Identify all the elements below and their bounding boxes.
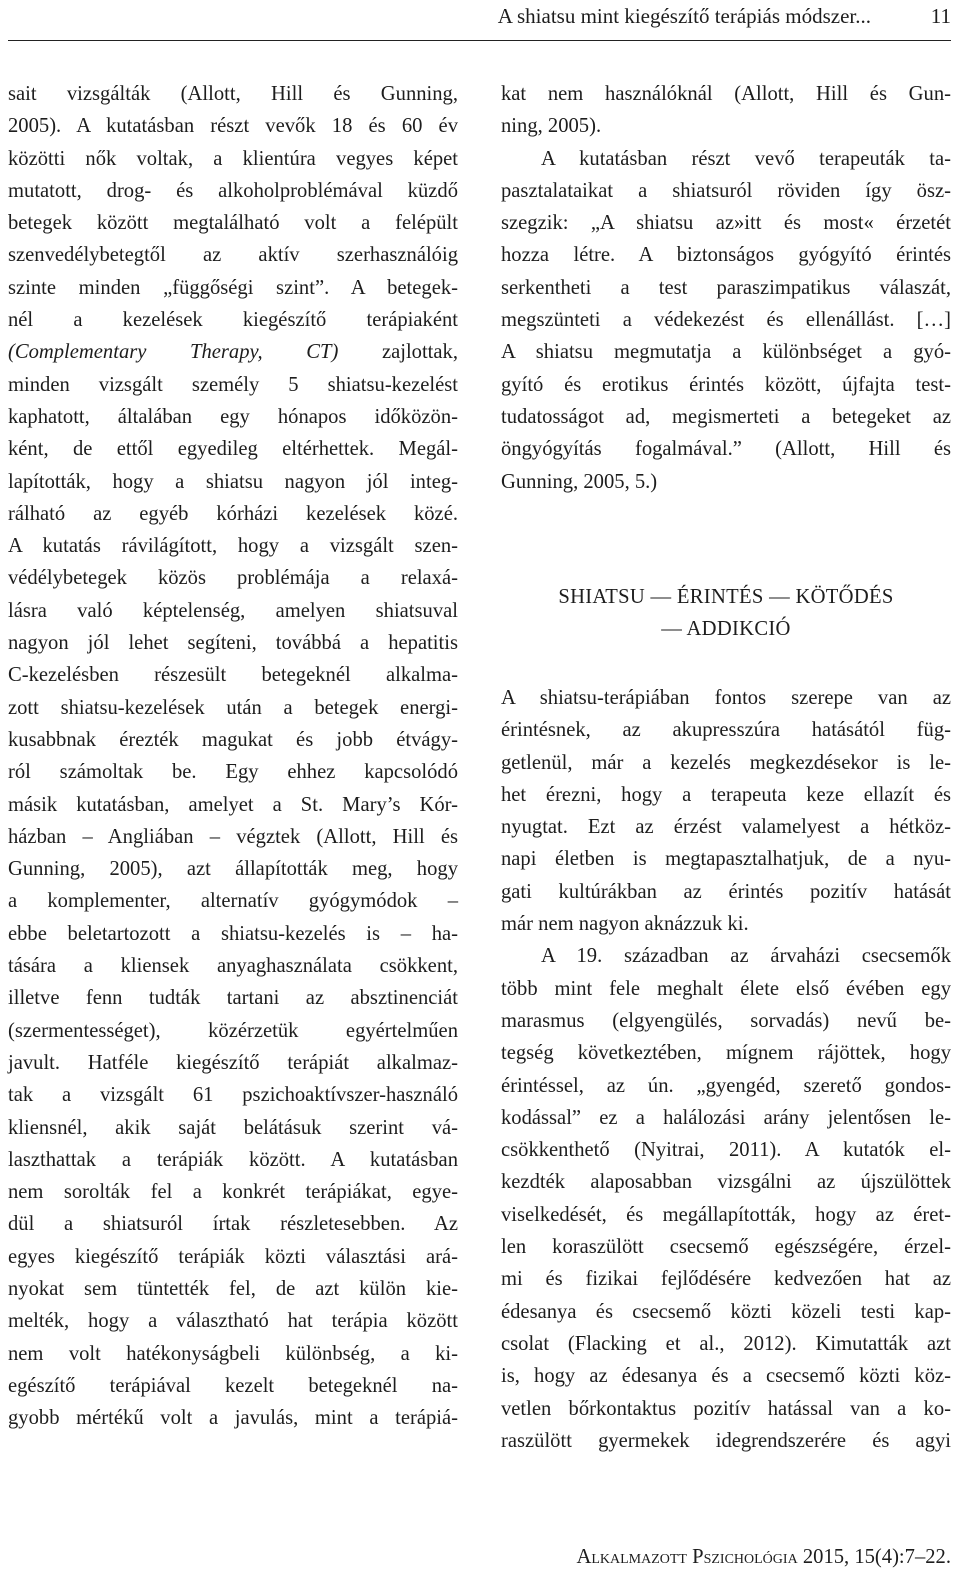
- journal-footer: [576, 1546, 951, 1569]
- text-line: A 19. században az árvaházi csecsemők: [541, 945, 951, 968]
- text-line: marasmus (elgyengülés, sorvadás) nevű be-: [501, 1009, 951, 1032]
- text-line: ebbe beletartozott a shiatsu-kezelés is – ha-: [8, 922, 458, 945]
- page-number: 11: [930, 4, 951, 28]
- text-line: kliensnél, akik saját belátásuk szerint vá-: [8, 1116, 458, 1139]
- text-line: kezdték alaposabban vizsgálni az újszülöttek: [501, 1171, 951, 1194]
- text-line: vetlen bőrkontaktus pozitív hatással van a ko-: [501, 1397, 951, 1420]
- text-line: gyító és erotikus érintés között, újfajta test-: [501, 373, 951, 396]
- text-line: házban – Angliában – végztek (Allott, Hill és: [8, 825, 458, 848]
- text-line: hozza létre. A biztonságos gyógyító érintés: [501, 244, 951, 267]
- text-line: A kutatásban részt vevő terapeuták ta-: [541, 147, 951, 170]
- text-line: napi életben is megtapasztalhatjuk, de a nyu-: [501, 848, 951, 871]
- text-line: minden vizsgált személy 5 shiatsu-kezelést: [8, 373, 458, 396]
- text-line: Gunning, 2005, 5.): [501, 470, 658, 493]
- text-line: betegek között megtalálható volt a felépült: [8, 212, 458, 235]
- text-line: már nem nagyon aknázzuk ki.: [501, 913, 749, 936]
- right-column-body: [501, 682, 951, 1457]
- text-line: érintésnek, az akupresszúra hatásától füg-: [501, 719, 951, 742]
- text-line: pasztalataikat a shiatsuról röviden így ösz-: [501, 179, 951, 202]
- text-line: édesanya és csecsemő közti közeli testi kap-: [501, 1300, 951, 1323]
- text-line: nem sorolták fel a konkrét terápiákat, egye-: [8, 1181, 458, 1204]
- text-line: zott shiatsu-kezelések után a betegek energi-: [8, 696, 458, 719]
- text-line: közötti nők voltak, a klientúra vegyes képet: [8, 147, 458, 170]
- text-line: Gunning, 2005), azt állapították meg, hogy: [8, 858, 458, 881]
- text-line: rálható az egyéb kórházi kezelések közé.: [8, 502, 458, 525]
- text-line: érintéssel, az ún. „gyengéd, szerető gondos-: [501, 1074, 951, 1097]
- text-line: lapították, hogy a shiatsu nagyon jól integ-: [8, 470, 458, 493]
- text-line: laszthattak a terápiák között. A kutatásban: [8, 1148, 458, 1171]
- running-header: [8, 0, 951, 41]
- text-line: nyokat sem tüntették fel, de azt külön kie-: [8, 1277, 458, 1300]
- text-line: nyugtat. Ezt az érzést valamelyest a hétköz-: [501, 816, 951, 839]
- text-line: len koraszülött csecsemő egészségére, érzel-: [501, 1236, 951, 1259]
- section-heading: [501, 582, 951, 647]
- text-line: másik kutatásban, amelyet a St. Mary’s Kór-: [8, 793, 458, 816]
- text-line: ning, 2005).: [501, 115, 602, 138]
- text-line: kaphatott, általában egy hónapos időközön-: [8, 405, 458, 428]
- text-line: het érezni, hogy a terapeuta keze ellazít és: [501, 783, 951, 806]
- text-line: ról számoltak be. Egy ehhez kapcsolódó: [8, 761, 458, 784]
- text-line: nél a kezelések kiegészítő terápiaként: [8, 309, 458, 332]
- text-line: szinte minden „függőségi szint”. A betegek-: [8, 276, 458, 299]
- text-line: (Complementary Therapy, CT) zajlottak,: [8, 341, 458, 364]
- text-line: védélybetegek közös problémája a relaxá-: [8, 567, 458, 590]
- text-line: kodással” ez a halálozási arány jelentősen le-: [501, 1106, 951, 1129]
- text-line: több mint fele meghalt élete első évében egy: [501, 977, 951, 1000]
- text-line: ként, de ettől egyedileg eltérhettek. Megál-: [8, 438, 458, 461]
- text-line: egyes kiegészítő terápiák közti választási ará-: [8, 1245, 458, 1268]
- text-line: dül a shiatsuról írtak részletesebben. Az: [8, 1213, 458, 1236]
- text-line: megszünteti a védekezést és ellenállást. […]: [501, 309, 951, 332]
- section-heading-line: — ADDIKCIÓ: [661, 618, 791, 641]
- running-title: A shiatsu mint kiegészítő terápiás módszer...: [497, 4, 871, 28]
- text-line: 2005). A kutatásban részt vevők 18 és 60 év: [8, 115, 458, 138]
- text-line: viselkedését, és megállapították, hogy az éret-: [501, 1203, 951, 1226]
- text-line: szenvedélybetegtől az aktív szerhasználóig: [8, 244, 458, 267]
- text-line: serkentheti a test paraszimpatikus válaszát,: [501, 276, 951, 299]
- section-heading-line: SHIATSU — ÉRINTÉS — KÖTŐDÉS: [558, 586, 894, 608]
- text-line: getlenül, már a kezelés megkezdésekor is le-: [501, 751, 951, 774]
- text-line: A shiatsu-terápiában fontos szerepe van az: [501, 687, 951, 709]
- text-line: illetve fenn tudták tartani az absztinenciát: [8, 987, 458, 1010]
- text-line: tására a kliensek anyaghasználata csökkent,: [8, 955, 458, 978]
- text-line: csökkenthető (Nyitrai, 2011). A kutatók el-: [501, 1139, 951, 1162]
- text-line: is, hogy az édesanya és a csecsemő közti köz-: [501, 1365, 951, 1388]
- text-line: a komplementer, alternatív gyógymódok –: [8, 890, 458, 913]
- text-line: tak a vizsgált 61 pszichoaktívszer-használó: [8, 1084, 458, 1107]
- journal-name: Alkalmazott Pszichológia: [576, 1546, 798, 1568]
- text-line: sait vizsgálták (Allott, Hill és Gunning,: [8, 83, 458, 105]
- text-line: A shiatsu megmutatja a különbséget a gyó-: [501, 341, 951, 364]
- text-line: csolat (Flacking et al., 2012). Kimutatták azt: [501, 1332, 951, 1355]
- journal-citation: 2015, 15(4):7–22.: [802, 1546, 951, 1568]
- text-line: C-kezelésben részesült betegeknél alkalma-: [8, 664, 458, 687]
- text-line: egészítő terápiával kezelt betegeknél na-: [8, 1374, 458, 1397]
- text-line: nagyon jól lehet segíteni, továbbá a hepatitis: [8, 632, 458, 655]
- text-line: (szermentességet), közérzetük egyértelműen: [8, 1019, 458, 1042]
- text-line: tudatosságot ad, megismerteti a betegeket az: [501, 405, 951, 428]
- text-line: mutatott, drog- és alkoholproblémával küzdő: [8, 179, 458, 202]
- text-line: szegzik: „A shiatsu az»itt és most« érzetét: [501, 212, 951, 235]
- right-column-top: [501, 78, 951, 498]
- text-line: gati kultúrákban az érintés pozitív hatását: [501, 880, 951, 903]
- text-line: kusabbnak érezték magukat és jobb étvágy-: [8, 728, 458, 751]
- text-line: lásra való képtelenség, amelyen shiatsuval: [8, 599, 458, 622]
- text-line: javult. Hatféle kiegészítő terápiát alkalmaz-: [8, 1051, 458, 1074]
- text-line: kat nem használóknál (Allott, Hill és Gun-: [501, 83, 951, 105]
- text-line: nem volt hatékonyságbeli különbség, a ki-: [8, 1342, 458, 1365]
- text-line: melték, hogy a választható hat terápia között: [8, 1310, 458, 1333]
- left-column: [8, 78, 458, 1434]
- text-line: mi és fizikai fejlődésére kedvezően hat az: [501, 1268, 951, 1291]
- text-line: tegség következtében, mígnem rájöttek, hogy: [501, 1042, 951, 1065]
- text-line: A kutatás rávilágított, hogy a vizsgált szen-: [8, 535, 458, 558]
- text-line: öngyógyítás fogalmával.” (Allott, Hill és: [501, 438, 951, 461]
- text-line: raszülött gyermekek idegrendszerére és agyi: [501, 1429, 951, 1452]
- text-line: gyobb mértékű volt a javulás, mint a terápiá-: [8, 1407, 458, 1430]
